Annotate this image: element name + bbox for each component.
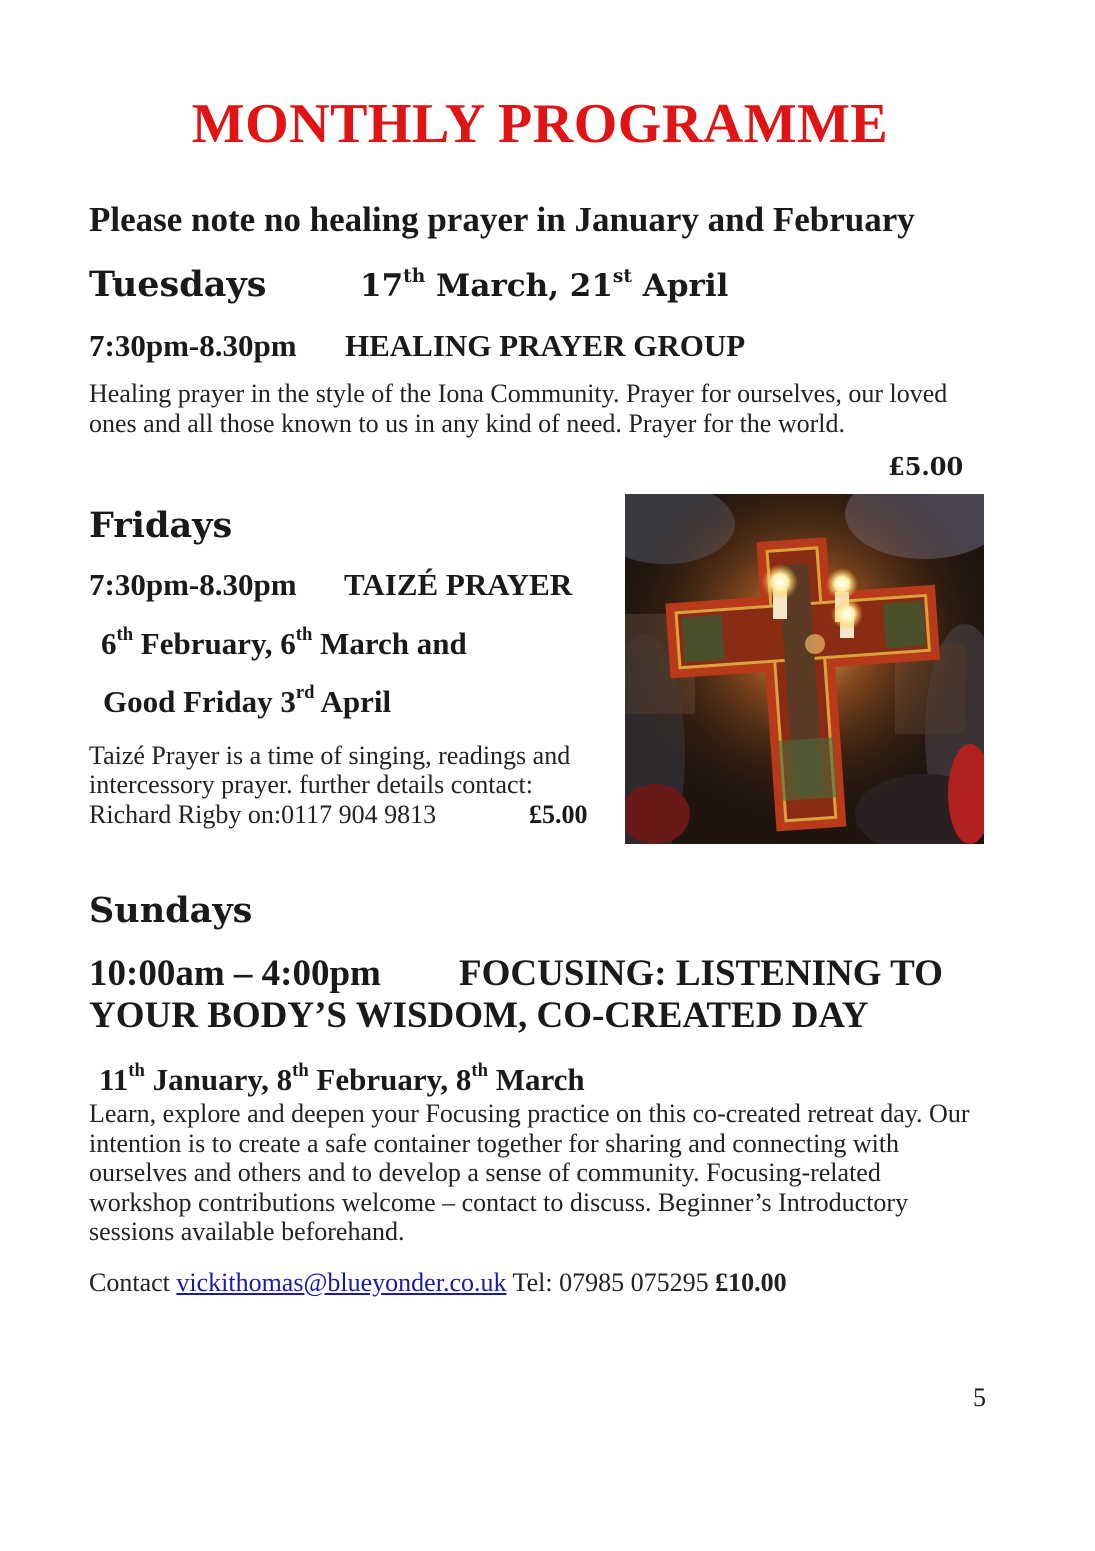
sundays-event-line1: FOCUSING: LISTENING TO (459, 953, 943, 994)
sundays-event-line2: YOUR BODY’S WISDOM, CO-CREATED DAY (89, 995, 869, 1036)
contact-label: Contact (89, 1268, 177, 1297)
fridays-description-line2: intercessory prayer. further details contact: (89, 770, 533, 799)
fridays-contact: Richard Rigby on:0117 904 9813 (89, 800, 437, 829)
sundays-contact-line (89, 1268, 787, 1298)
sundays-price: £10.00 (715, 1268, 787, 1297)
tuesdays-event: HEALING PRAYER GROUP (345, 328, 746, 363)
fridays-time: 7:30pm-8.30pm (89, 567, 297, 602)
email-link[interactable]: vickithomas@blueyonder.co.uk (176, 1268, 507, 1297)
tuesdays-heading: Tuesdays (89, 264, 267, 305)
taize-cross-candles-photo (625, 494, 984, 844)
tuesdays-description: Healing prayer in the style of the Iona Community. Prayer for ourselves, our loved ones and all those known to us in any kind of need. Prayer for the world. (89, 379, 948, 438)
tuesdays-price: £5.00 (888, 452, 964, 481)
notice: Please note no healing prayer in January and February (89, 200, 915, 239)
page-number: 5 (973, 1383, 986, 1412)
fridays-heading: Fridays (89, 505, 233, 546)
sundays-description: Learn, explore and deepen your Focusing practice on this co-created retreat day. Our intention is to create a safe container together for sharing and connecting with ourselves and others and to develop a sense of community. Focusing-related workshop contributions welcome – contact to discuss. Beginner’s Introductory sessions available beforehand. (89, 1099, 970, 1246)
tuesdays-dates: 17th March, 21st April (360, 266, 729, 304)
tuesdays-time: 7:30pm-8.30pm (89, 328, 297, 363)
page-title: MONTHLY PROGRAMME (191, 93, 889, 155)
fridays-dates-line2: Good Friday 3rd April (103, 682, 392, 719)
sundays-dates: 11th January, 8th February, 8th March (99, 1060, 585, 1097)
fridays-dates-line1: 6th February, 6th March and (101, 624, 467, 661)
sundays-time: 10:00am – 4:00pm (89, 953, 381, 994)
telephone: Tel: 07985 075295 (506, 1268, 716, 1297)
fridays-event: TAIZÉ PRAYER (344, 567, 573, 602)
fridays-description-line1: Taizé Prayer is a time of singing, readings and (89, 741, 571, 770)
fridays-price: £5.00 (529, 800, 588, 829)
sundays-heading: Sundays (89, 890, 253, 931)
